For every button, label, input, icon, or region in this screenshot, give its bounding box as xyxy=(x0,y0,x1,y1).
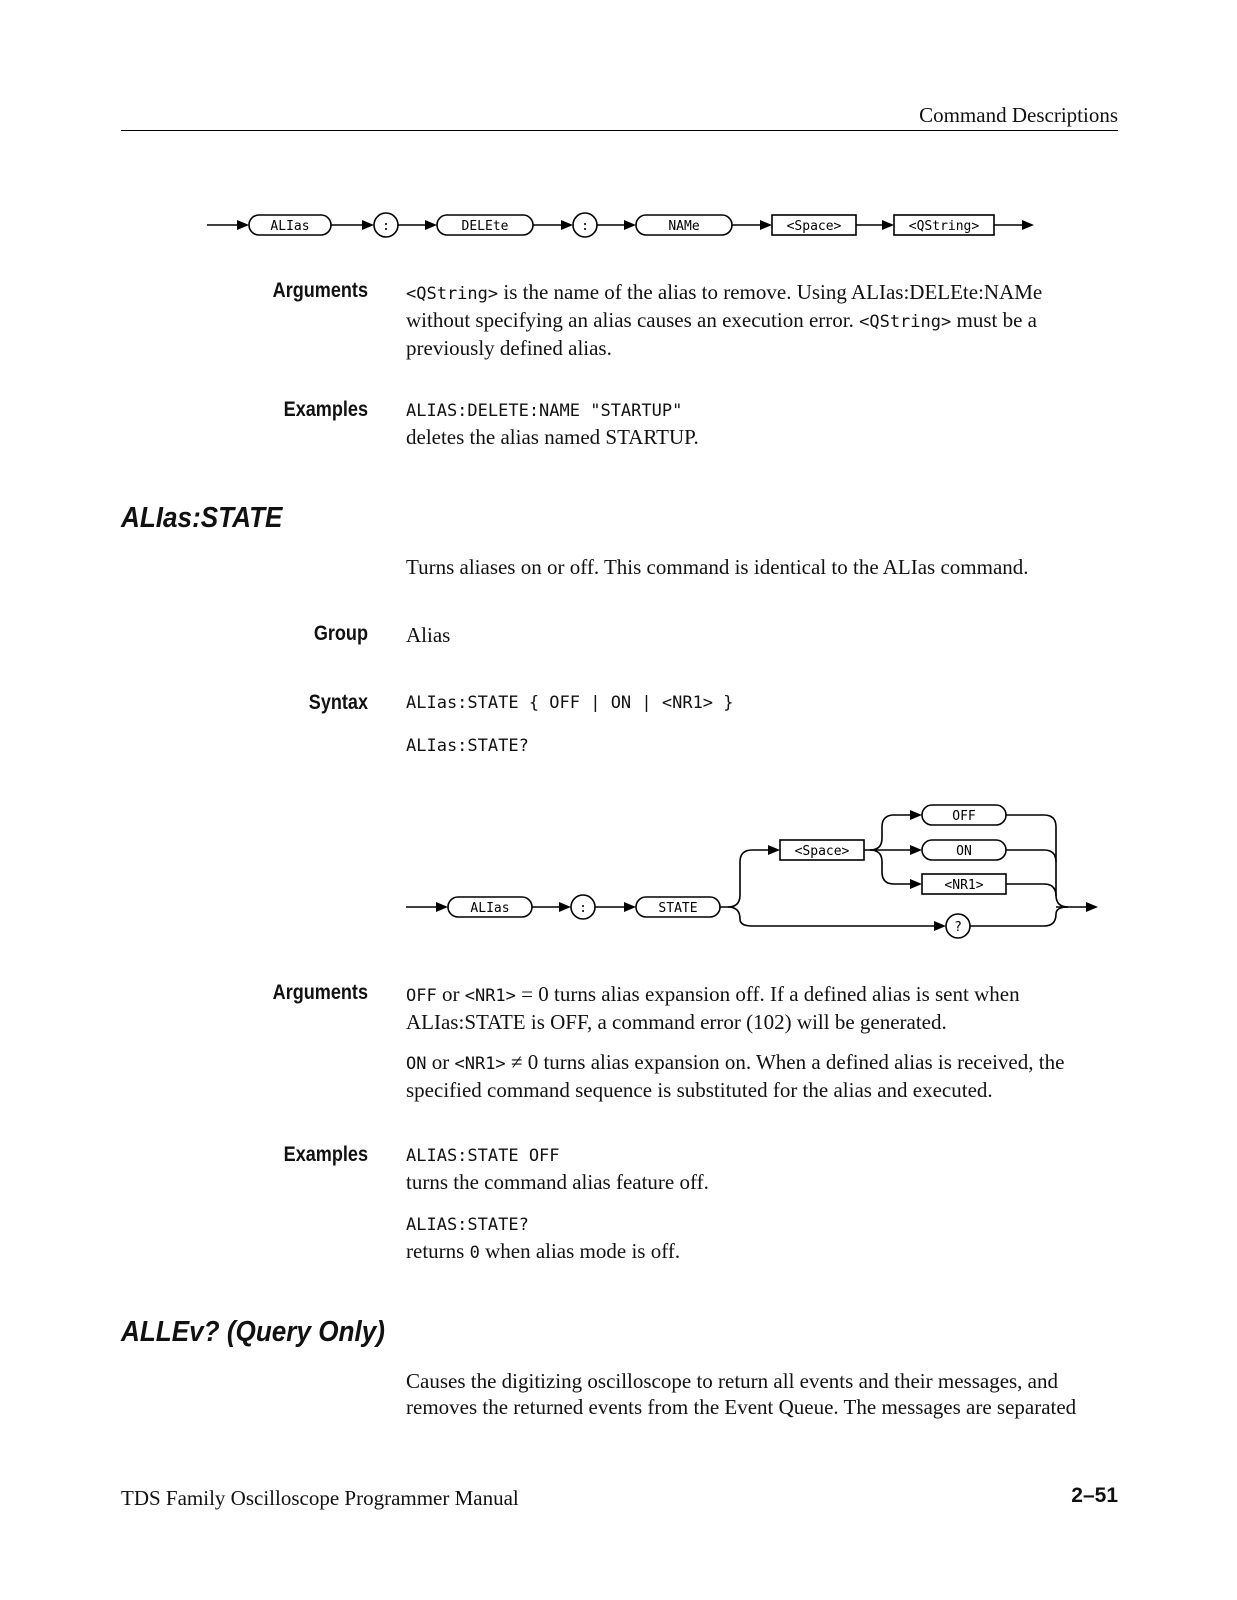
diagram-token-colon-2: : xyxy=(581,219,589,234)
diagram2-token-alias: ALIas xyxy=(470,901,510,916)
state-arguments-label: Arguments xyxy=(272,981,368,1004)
diagram-token-name: NAMe xyxy=(668,219,700,234)
diagram2-token-query: ? xyxy=(954,920,962,935)
syntax-query: ALIas:STATE? xyxy=(406,736,529,756)
example-description: deletes the alias named STARTUP. xyxy=(406,425,699,449)
qstring-code: <QString> xyxy=(406,284,499,304)
examples-label: Examples xyxy=(283,398,368,421)
arguments-text: <QString> is the name of the alias to remove. Using ALIas:DELEte:NAMe without specifying an alias causes an execution error. <QString> must be a previously defined alias. xyxy=(406,280,1043,360)
state-examples-label: Examples xyxy=(283,1143,368,1166)
state-example-2: ALIAS:STATE? returns 0 when alias mode is off. xyxy=(406,1215,681,1263)
example-block xyxy=(406,398,1118,450)
diagram2-token-on: ON xyxy=(956,844,972,859)
diagram-token-delete: DELEte xyxy=(461,219,509,234)
group-value: Alias xyxy=(406,623,451,647)
state-example-1: ALIAS:STATE OFF turns the command alias feature off. xyxy=(406,1146,709,1194)
syntax-set: ALIas:STATE { OFF | ON | <NR1> } xyxy=(406,693,734,713)
arguments-label: Arguments xyxy=(272,279,368,302)
syntax-label: Syntax xyxy=(308,691,368,714)
diagram-token-alias: ALIas xyxy=(270,219,310,234)
group-label: Group xyxy=(313,622,368,645)
diagram2-token-nr1: <NR1> xyxy=(944,878,984,893)
example-command: ALIAS:DELETE:NAME "STARTUP" xyxy=(406,401,683,421)
syntax-diagram-alias-state xyxy=(400,795,1110,945)
footer-manual-title: TDS Family Oscilloscope Programmer Manual xyxy=(121,1486,519,1510)
diagram-token-colon: : xyxy=(382,219,390,234)
footer-page-number: 2–51 xyxy=(1071,1484,1118,1507)
diagram2-token-space: <Space> xyxy=(794,844,850,859)
diagram2-token-colon: : xyxy=(579,901,587,916)
diagram-token-qstring: <QString> xyxy=(908,219,980,234)
diagram2-token-state: STATE xyxy=(658,901,698,916)
section-heading-alias-state: ALIas:STATE xyxy=(121,502,283,534)
qstring-code-2: <QString> xyxy=(859,312,952,332)
diagram2-token-off: OFF xyxy=(952,809,976,824)
allev-description: Causes the digitizing oscilloscope to return all events and their messages, and removes the returned events from the Event Queue. The messages are separated xyxy=(406,1369,1077,1419)
diagram-token-space: <Space> xyxy=(786,219,842,234)
syntax-diagram-delete-name xyxy=(200,205,1050,245)
state-description: Turns aliases on or off. This command is identical to the ALIas command. xyxy=(406,555,1029,579)
running-header: Command Descriptions xyxy=(919,103,1118,127)
state-argument-off: OFF or <NR1> = 0 turns alias expansion off. If a defined alias is sent when ALIas:STATE is OFF, a command error (102) will be generated. xyxy=(406,982,1020,1034)
section-heading-allev: ALLEv? (Query Only) xyxy=(121,1316,385,1348)
state-argument-on: ON or <NR1> ≠ 0 turns alias expansion on. When a defined alias is received, the specified command sequence is substituted for the alias and executed. xyxy=(406,1050,1065,1102)
header-rule xyxy=(121,130,1118,131)
